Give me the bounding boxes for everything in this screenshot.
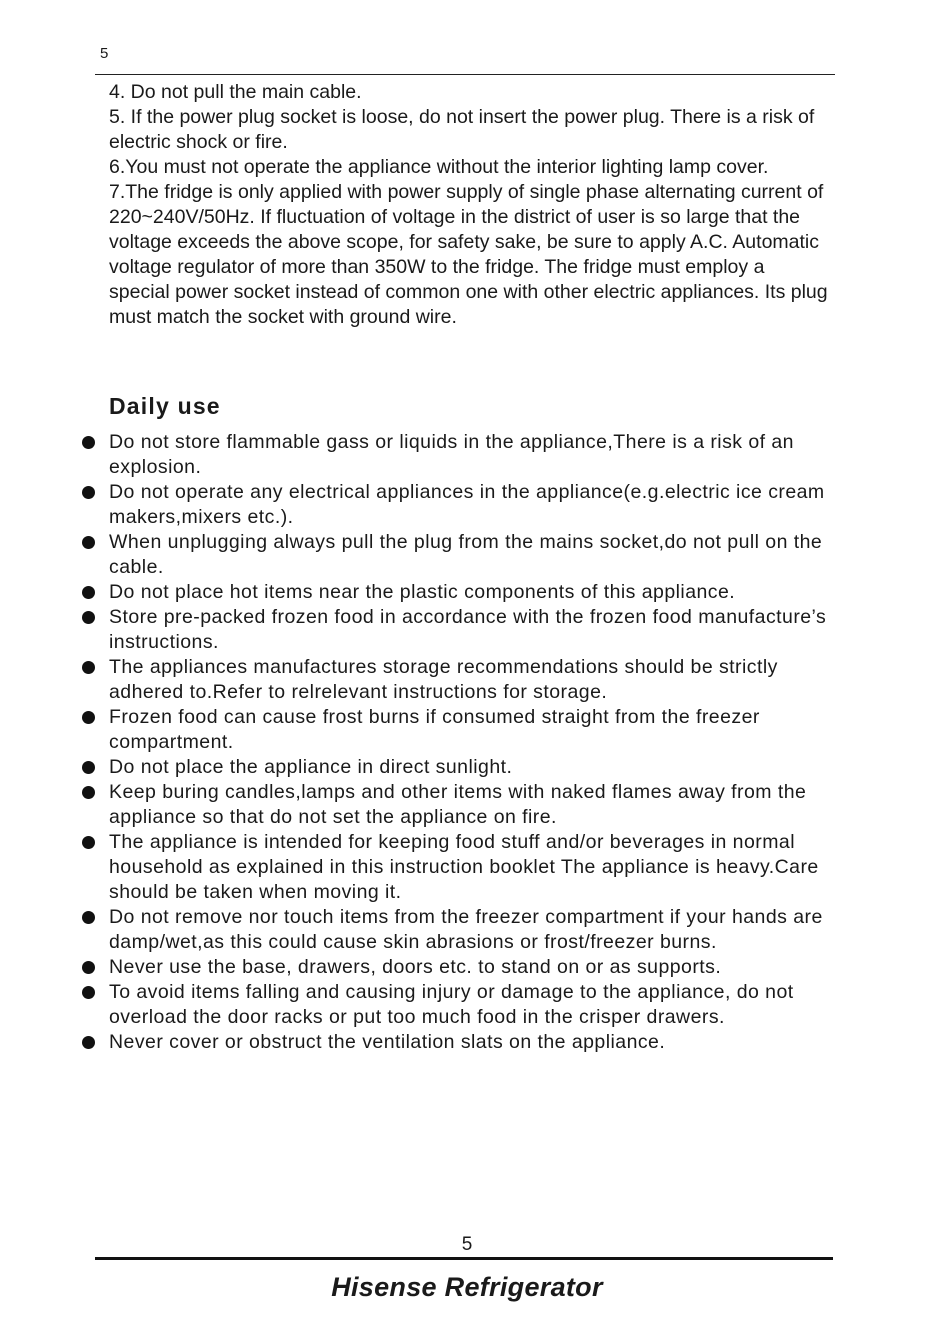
bullet-icon	[82, 761, 95, 774]
list-item-text: Do not place hot items near the plastic components of this appliance.	[109, 581, 736, 603]
bullet-icon	[82, 536, 95, 549]
bullet-icon	[82, 711, 95, 724]
footer-page-number: 5	[461, 1234, 473, 1255]
bullet-icon	[82, 436, 95, 449]
instruction-5: 5. If the power plug socket is loose, do not insert the power plug. There is a risk of electric shock or fire.	[109, 106, 815, 153]
list-item	[0, 705, 934, 755]
bullet-icon	[82, 911, 95, 924]
list-item	[0, 780, 934, 830]
bullet-icon	[82, 961, 95, 974]
bullet-icon	[82, 661, 95, 674]
bullet-icon	[82, 786, 95, 799]
list-item	[0, 430, 934, 480]
bullet-icon	[82, 611, 95, 624]
list-item-text: The appliances manufactures storage recommendations should be strictly adhered to.Refer to relrelevant instructions for storage.	[109, 656, 778, 703]
footer-divider	[95, 1257, 833, 1260]
daily-use-list	[0, 430, 934, 1055]
list-item	[0, 480, 934, 530]
bullet-icon	[82, 986, 95, 999]
section-heading: Daily use	[109, 393, 221, 419]
list-item-text: Store pre-packed frozen food in accordance with the frozen food manufacture’s instructions.	[109, 606, 827, 653]
intro-instructions	[109, 80, 829, 330]
list-item	[0, 955, 934, 980]
bullet-icon	[82, 486, 95, 499]
list-item	[0, 605, 934, 655]
bullet-icon	[82, 836, 95, 849]
bullet-icon	[82, 586, 95, 599]
list-item	[0, 905, 934, 955]
list-item-text: Never cover or obstruct the ventilation slats on the appliance.	[109, 1031, 666, 1053]
list-item	[0, 830, 934, 905]
list-item	[0, 655, 934, 705]
list-item-text: Never use the base, drawers, doors etc. to stand on or as supports.	[109, 956, 722, 978]
list-item	[0, 580, 934, 605]
list-item-text: Do not place the appliance in direct sunlight.	[109, 756, 513, 778]
list-item-text: Frozen food can cause frost burns if consumed straight from the freezer compartment.	[109, 706, 760, 753]
list-item-text: Do not operate any electrical appliances in the appliance(e.g.electric ice cream makers,mixers etc.).	[109, 481, 825, 528]
header-page-number: 5	[100, 45, 109, 62]
list-item-text: The appliance is intended for keeping food stuff and/or beverages in normal household as explained in this instruction booklet The appliance is heavy.Care should be taken when moving it.	[109, 831, 819, 903]
list-item	[0, 755, 934, 780]
header-divider	[95, 74, 835, 75]
list-item-text: Keep buring candles,lamps and other items with naked flames away from the appliance so that do not set the appliance on fire.	[109, 781, 807, 828]
list-item	[0, 980, 934, 1030]
list-item	[0, 530, 934, 580]
list-item-text: To avoid items falling and causing injury or damage to the appliance, do not overload the door racks or put too much food in the crisper drawers.	[109, 981, 794, 1028]
instruction-4: 4. Do not pull the main cable.	[109, 81, 362, 103]
instruction-6: 6.You must not operate the appliance without the interior lighting lamp cover.	[109, 156, 769, 178]
brand-logo-text: Hisense Refrigerator	[331, 1272, 603, 1302]
list-item	[0, 1030, 934, 1055]
list-item-text: Do not remove nor touch items from the freezer compartment if your hands are damp/wet,as this could cause skin abrasions or frost/freezer burns.	[109, 906, 823, 953]
bullet-icon	[82, 1036, 95, 1049]
list-item-text: When unplugging always pull the plug from the mains socket,do not pull on the cable.	[109, 531, 823, 578]
list-item-text: Do not store flammable gass or liquids in the appliance,There is a risk of an explosion.	[109, 431, 794, 478]
instruction-7: 7.The fridge is only applied with power supply of single phase alternating current of 220~240V/50Hz. If fluctuation of voltage in the district of user is so large that the voltage exceeds the above scope, for safety sake, be sure to apply A.C. Automatic voltage regulator of more than 350W to the fridge. The fridge must employ a special power socket instead of common one with other electric appliances. Its plug must match the socket with ground wire.	[109, 181, 828, 328]
